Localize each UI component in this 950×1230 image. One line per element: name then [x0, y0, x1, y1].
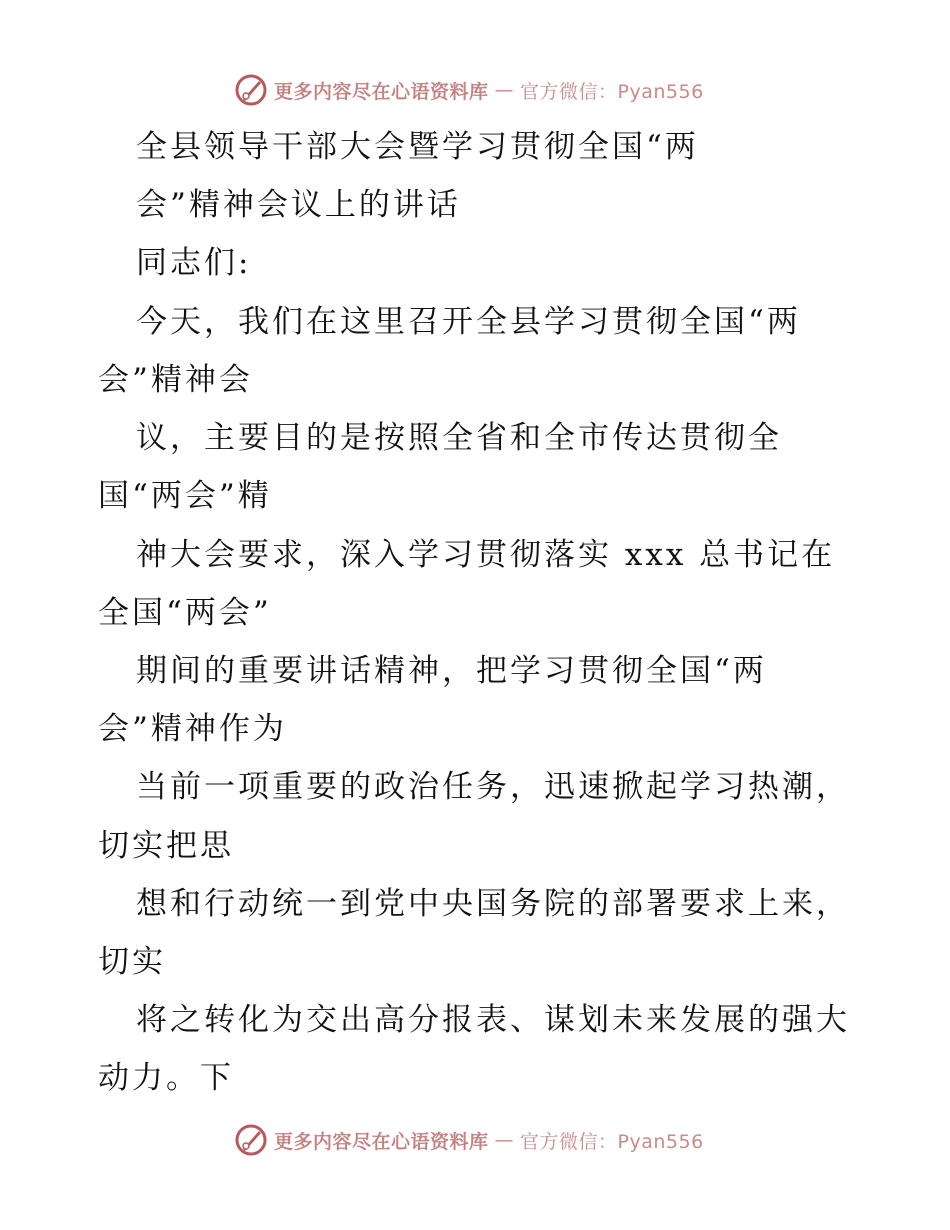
quill-seal-icon: [234, 73, 268, 107]
body-line: 今天，我们在这里召开全县学习贯彻全国“两: [136, 304, 801, 340]
document-title-line-2: 会”精神会议上的讲话: [136, 187, 461, 223]
watermark-contact-text: 官方微信：Pyan556: [520, 1130, 704, 1153]
salutation: 同志们:: [136, 245, 252, 281]
body-line: 会”精神会: [98, 362, 253, 398]
header-watermark: [234, 70, 704, 110]
quill-seal-icon: [234, 1123, 268, 1157]
watermark-separator: —: [494, 1129, 515, 1151]
body-line: 切实: [98, 944, 166, 980]
body-line: 神大会要求，深入学习贯彻落实 xxx 总书记在: [136, 537, 836, 573]
watermark-contact-text: 官方微信：Pyan556: [520, 80, 704, 103]
body-line: 当前一项重要的政治任务，迅速掀起学习热潮，: [136, 769, 850, 805]
body-line: 国“两会”精: [98, 478, 272, 514]
document-title-line-1: 全县领导干部大会暨学习贯彻全国“两: [136, 129, 699, 165]
body-line: 想和行动统一到党中央国务院的部署要求上来，: [136, 886, 850, 922]
body-line: 全国“两会”: [98, 595, 272, 631]
body-line: 期间的重要讲话精神，把学习贯彻全国“两: [136, 653, 767, 689]
watermark-separator: —: [494, 79, 515, 101]
body-line: 会”精神作为: [98, 711, 287, 747]
watermark-site-text: 更多内容尽在心语资料库: [274, 80, 489, 103]
footer-watermark: [234, 1120, 704, 1160]
body-line: 议，主要目的是按照全省和全市传达贯彻全: [136, 420, 782, 456]
watermark-site-text: 更多内容尽在心语资料库: [274, 1130, 489, 1153]
body-line: 动力。下: [98, 1060, 234, 1096]
body-line: 切实把思: [98, 828, 234, 864]
body-line: 将之转化为交出高分报表、谋划未来发展的强大: [136, 1002, 850, 1038]
